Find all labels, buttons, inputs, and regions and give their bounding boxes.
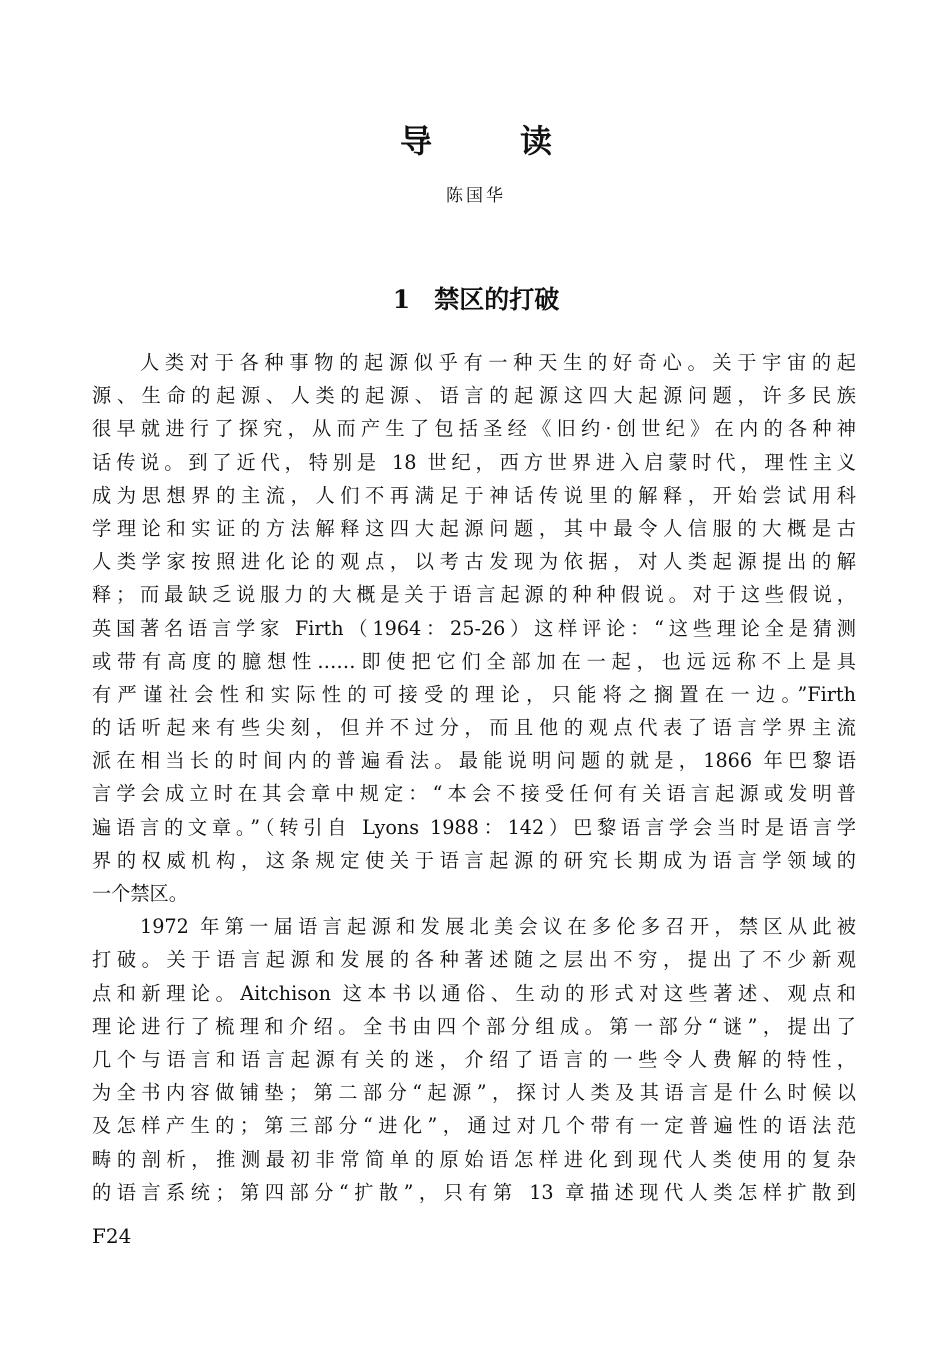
text-line: 英国著名语言学家 Firth（1964：25-26）这样评论：“这些理论全是猜测 (92, 616, 856, 640)
text-line: 言学会成立时在其会章中规定：“本会不接受任何有关语言起源或发明普 (92, 782, 856, 806)
text-line: 派在相当长的时间内的普遍看法。最能说明问题的就是，1866 年巴黎语 (92, 749, 856, 773)
text-line: 人类对于各种事物的起源似乎有一种天生的好奇心。关于宇宙的起 (140, 351, 856, 374)
text-line: 话传说。到了近代，特别是 18 世纪，西方世界进入启蒙时代，理性主义 (92, 450, 856, 474)
text-line: 或带有高度的臆想性……即使把它们全部加在一起，也远远称不上是具 (92, 649, 856, 673)
text-line: 很早就进行了探究，从而产生了包括圣经《旧约·创世纪》在内的各种神 (92, 417, 856, 441)
text-line: 遍语言的文章。”（转引自 Lyons 1988：142）巴黎语言学会当时是语言学 (92, 815, 856, 839)
body-text (92, 346, 856, 1209)
text-line: 打破。关于语言起源和发展的各种著述随之层出不穷，提出了不少新观 (92, 948, 856, 972)
text-line: 的语言系统；第四部分“扩散”，只有第 13 章描述现代人类怎样扩散到 (92, 1180, 856, 1204)
text-line: 一个禁区。 (92, 882, 188, 905)
text-line: 几个与语言和语言起源有关的迷，介绍了语言的一些令人费解的特性， (92, 1047, 856, 1071)
text-line: 理论进行了梳理和介绍。全书由四个部分组成。第一部分“谜”，提出了 (92, 1014, 856, 1038)
page-title: 导 读 (399, 122, 580, 160)
paragraph (92, 346, 856, 910)
text-line: 畴的剖析，推测最初非常简单的原始语怎样进化到现代人类使用的复杂 (92, 1147, 856, 1171)
section-title: 禁区的打破 (434, 285, 560, 314)
text-line: 为全书内容做铺垫；第二部分“起源”，探讨人类及其语言是什么时候以 (92, 1081, 856, 1105)
text-line: 的话听起来有些尖刻，但并不过分，而且他的观点代表了语言学界主流 (92, 716, 856, 740)
text-line: 释；而最缺乏说服力的大概是关于语言起源的种种假说。对于这些假说， (92, 583, 856, 607)
text-line: 学理论和实证的方法解释这四大起源问题，其中最令人信服的大概是古 (92, 516, 856, 540)
paragraph (92, 910, 856, 1209)
section-number: 1 (392, 285, 411, 314)
text-line: 界的权威机构，这条规定使关于语言起源的研究长期成为语言学领域的 (92, 848, 856, 872)
text-line: 1972 年第一届语言起源和发展北美会议在多伦多召开，禁区从此被 (140, 915, 856, 939)
page-number: F24 (92, 1224, 132, 1248)
section-heading (0, 280, 952, 316)
text-line: 点和新理论。Aitchison 这本书以通俗、生动的形式对这些著述、观点和 (92, 981, 856, 1005)
text-line: 有严谨社会性和实际性的可接受的理论，只能将之搁置在一边。”Firth (92, 682, 856, 706)
author-name: 陈国华 (446, 186, 506, 206)
text-line: 及怎样产生的；第三部分“进化”，通过对几个带有一定普遍性的语法范 (92, 1114, 856, 1138)
text-line: 人类学家按照进化论的观点，以考古发现为依据，对人类起源提出的解 (92, 550, 856, 574)
text-line: 源、生命的起源、人类的起源、语言的起源这四大起源问题，许多民族 (92, 384, 856, 408)
text-line: 成为思想界的主流，人们不再满足于神话传说里的解释，开始尝试用科 (92, 483, 856, 507)
